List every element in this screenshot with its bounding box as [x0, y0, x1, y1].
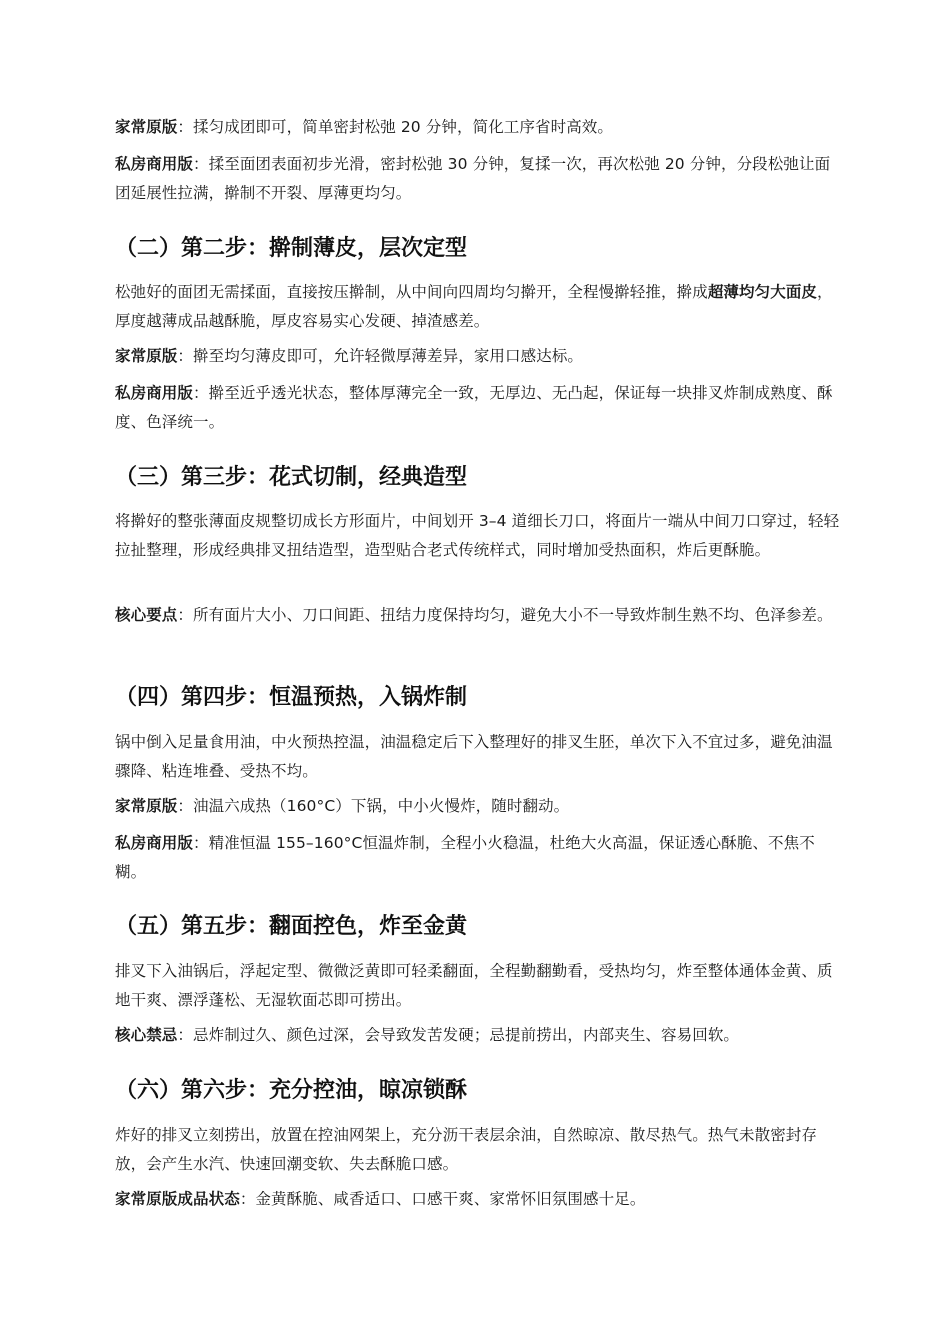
paragraph-text: 揉匀成团即可，简单密封松弛 20 分钟，简化工序省时高效。	[193, 118, 613, 136]
paragraph-home-version-2: 家常原版：擀至均匀薄皮即可，允许轻微厚薄差异，家用口感达标。	[115, 347, 584, 365]
section-heading-step-5: （五）第五步：翻面控色，炸至金黄	[115, 914, 468, 939]
paragraph-home-version-1: 家常原版：揉匀成团即可，简单密封松弛 20 分钟，简化工序省时高效。	[115, 118, 613, 136]
paragraph-commercial-version-1: 私房商用版：揉至面团表面初步光滑，密封松弛 30 分钟，复揉一次，再次松弛 20 分钟，分段松弛让面团延展性拉满，擀制不开裂、厚薄更均匀。	[115, 155, 831, 202]
label-key-points: 核心要点	[115, 606, 178, 624]
paragraph-step-3-body: 将擀好的整张薄面皮规整切成长方形面片，中间划开 3–4 道细长刀口，将面片一端从中间刀口穿过，轻轻拉扯整理，形成经典排叉扭结造型，造型贴合老式传统样式，同时增加受热面积，炸后更酥脆。	[115, 512, 840, 559]
paragraph-text: 油温六成热（160°C）下锅，中小火慢炸，随时翻动。	[193, 797, 570, 815]
paragraph-text: 擀至均匀薄皮即可，允许轻微厚薄差异，家用口感达标。	[193, 347, 584, 365]
section-heading-step-2: （二）第二步：擀制薄皮，层次定型	[115, 236, 468, 261]
paragraph-text: 揉至面团表面初步光滑，密封松弛 30 分钟，复揉一次，再次松弛 20 分钟，分段松弛让面团延展性拉满，擀制不开裂、厚薄更均匀。	[115, 155, 831, 202]
label-home-version: 家常原版	[115, 797, 178, 815]
label-commercial-version: 私房商用版	[115, 155, 194, 173]
paragraph-step-6-body: 炸好的排叉立刻捞出，放置在控油网架上，充分沥干表层余油，自然晾凉、散尽热气。热气未散密封存放，会产生水汽、快速回潮变软、失去酥脆口感。	[115, 1126, 818, 1173]
paragraph-step-5-body: 排叉下入油锅后，浮起定型、微微泛黄即可轻柔翻面，全程勤翻勤看，受热均匀，炸至整体通体金黄、质地干爽、漂浮蓬松、无湿软面芯即可捞出。	[115, 962, 833, 1009]
paragraph-text: 忌炸制过久、颜色过深，会导致发苦发硬；忌提前捞出，内部夹生、容易回软。	[193, 1026, 740, 1044]
paragraph-text: 精准恒温 155–160°C恒温炸制，全程小火稳温，杜绝大火高温，保证透心酥脆、不焦不糊。	[115, 834, 815, 881]
section-heading-step-4: （四）第四步：恒温预热，入锅炸制	[115, 685, 468, 710]
paragraph-commercial-version-3: 私房商用版：精准恒温 155–160°C恒温炸制，全程小火稳温，杜绝大火高温，保证透心酥脆、不焦不糊。	[115, 834, 815, 881]
paragraph-key-points: 核心要点：所有面片大小、刀口间距、扭结力度保持均匀，避免大小不一导致炸制生熟不均、色泽参差。	[115, 606, 833, 624]
label-home-version: 家常原版	[115, 118, 178, 136]
label-commercial-version: 私房商用版	[115, 384, 194, 402]
paragraph-commercial-version-2: 私房商用版：擀至近乎透光状态，整体厚薄完全一致，无厚边、无凸起，保证每一块排叉炸制成熟度、酥度、色泽统一。	[115, 384, 833, 431]
paragraph-step-4-body: 锅中倒入足量食用油，中火预热控温，油温稳定后下入整理好的排叉生胚，单次下入不宜过多，避免油温骤降、粘连堆叠、受热不均。	[115, 733, 833, 780]
paragraph-step-2-body: 松弛好的面团无需揉面，直接按压擀制，从中间向四周均匀擀开，全程慢擀轻推，擀成超薄均匀大面皮，厚度越薄成品越酥脆，厚皮容易实心发硬、掉渣感差。	[115, 283, 833, 330]
paragraph-text: 擀至近乎透光状态，整体厚薄完全一致，无厚边、无凸起，保证每一块排叉炸制成熟度、酥度、色泽统一。	[115, 384, 833, 431]
label-commercial-version: 私房商用版	[115, 834, 194, 852]
label-home-finished-state: 家常原版成品状态	[115, 1190, 240, 1208]
label-home-version: 家常原版	[115, 347, 178, 365]
paragraph-text: 所有面片大小、刀口间距、扭结力度保持均匀，避免大小不一导致炸制生熟不均、色泽参差。	[193, 606, 833, 624]
paragraph-key-prohibitions: 核心禁忌：忌炸制过久、颜色过深，会导致发苦发硬；忌提前捞出，内部夹生、容易回软。	[115, 1026, 740, 1044]
section-heading-step-6: （六）第六步：充分控油，晾凉锁酥	[115, 1078, 468, 1103]
paragraph-text: 金黄酥脆、咸香适口、口感干爽、家常怀旧氛围感十足。	[255, 1190, 646, 1208]
section-heading-step-3: （三）第三步：花式切制，经典造型	[115, 465, 468, 490]
label-key-prohibitions: 核心禁忌	[115, 1026, 178, 1044]
paragraph-home-finished-state: 家常原版成品状态：金黄酥脆、咸香适口、口感干爽、家常怀旧氛围感十足。	[115, 1190, 646, 1208]
paragraph-home-version-3: 家常原版：油温六成热（160°C）下锅，中小火慢炸，随时翻动。	[115, 797, 570, 815]
emphasis-thin-sheet: 超薄均匀大面皮	[707, 283, 818, 301]
